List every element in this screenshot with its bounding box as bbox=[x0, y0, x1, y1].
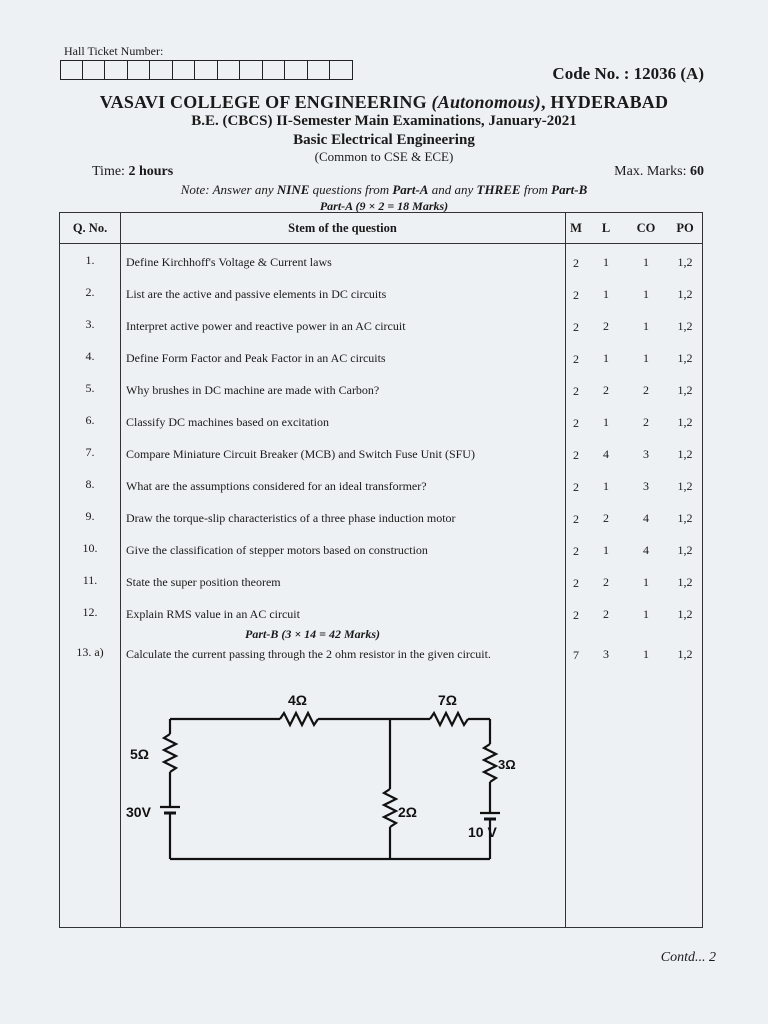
question-number: 11. bbox=[82, 573, 98, 587]
college-autonomous: (Autonomous) bbox=[431, 92, 541, 112]
note-mid3: from bbox=[520, 182, 552, 197]
time-label: Time: bbox=[92, 164, 129, 179]
header-stem: Stem of the question bbox=[288, 221, 397, 235]
question-stem: List are the active and passive elements in DC circuits bbox=[126, 287, 387, 301]
level-value: 1 bbox=[603, 287, 609, 301]
question-number: 6. bbox=[85, 413, 95, 427]
hall-ticket-box[interactable] bbox=[285, 60, 308, 80]
question-number: 4. bbox=[85, 349, 95, 363]
level-value: 2 bbox=[603, 575, 609, 589]
question-row bbox=[60, 349, 702, 381]
co-value: 4 bbox=[643, 543, 649, 557]
marks-value: 2 bbox=[573, 256, 579, 270]
header-co: CO bbox=[636, 221, 656, 235]
question-number: 13. a) bbox=[76, 645, 104, 659]
question-row bbox=[60, 605, 702, 637]
college-name bbox=[0, 92, 768, 113]
exam-title: B.E. (CBCS) II-Semester Main Examinations, January-2021 bbox=[191, 113, 577, 129]
circuit-diagram bbox=[126, 689, 516, 869]
po-value: 1,2 bbox=[677, 511, 693, 525]
max-marks-label: Max. Marks: bbox=[614, 164, 690, 179]
note-prefix: Note: Answer any bbox=[180, 182, 277, 197]
max-marks bbox=[614, 164, 704, 180]
level-value: 1 bbox=[603, 543, 609, 557]
po-value: 1,2 bbox=[677, 351, 693, 365]
marks-value: 2 bbox=[573, 448, 579, 462]
label-3-ohm: 3Ω bbox=[498, 757, 516, 772]
co-value: 2 bbox=[643, 415, 649, 429]
note-mid2: and any bbox=[428, 182, 477, 197]
header-m: M bbox=[570, 221, 582, 235]
max-marks-value: 60 bbox=[690, 164, 704, 179]
hall-ticket-box[interactable] bbox=[83, 60, 106, 80]
question-number: 8. bbox=[85, 477, 95, 491]
college-city: , HYDERABAD bbox=[540, 92, 669, 112]
question-number: 1. bbox=[85, 253, 95, 267]
resistor-2-ohm bbox=[384, 789, 396, 827]
level-value: 1 bbox=[603, 255, 609, 269]
level-value: 3 bbox=[603, 647, 609, 661]
resistor-7-ohm bbox=[430, 713, 468, 725]
marks-value: 2 bbox=[573, 320, 579, 334]
note-three: THREE bbox=[476, 182, 521, 197]
marks-value: 2 bbox=[573, 544, 579, 558]
hall-ticket-box[interactable] bbox=[330, 60, 353, 80]
question-row bbox=[60, 317, 702, 349]
question-stem: What are the assumptions considered for an ideal transformer? bbox=[126, 479, 427, 493]
co-value: 3 bbox=[643, 447, 649, 461]
marks-value: 2 bbox=[573, 288, 579, 302]
time-value: 2 hours bbox=[128, 164, 174, 179]
part-b-title: Part-B (3 × 14 = 42 Marks) bbox=[244, 627, 380, 641]
co-value: 1 bbox=[643, 287, 649, 301]
level-value: 2 bbox=[603, 319, 609, 333]
hall-ticket-box[interactable] bbox=[195, 60, 218, 80]
label-4-ohm: 4Ω bbox=[288, 692, 308, 708]
level-value: 4 bbox=[603, 447, 609, 461]
hall-ticket-box[interactable] bbox=[105, 60, 128, 80]
question-number: 3. bbox=[85, 317, 95, 331]
question-row-13a bbox=[60, 645, 702, 677]
co-value: 1 bbox=[643, 255, 649, 269]
note-part-a: Part-A bbox=[392, 182, 429, 197]
question-stem: Calculate the current passing through the 2 ohm resistor in the given circuit. bbox=[126, 647, 491, 661]
resistor-4-ohm bbox=[280, 713, 318, 725]
question-number: 12. bbox=[82, 605, 98, 619]
question-row bbox=[60, 573, 702, 605]
question-stem: State the super position theorem bbox=[126, 575, 281, 589]
note-mid: questions from bbox=[309, 182, 393, 197]
header-qno: Q. No. bbox=[72, 221, 108, 235]
common-to: (Common to CSE & ECE) bbox=[314, 149, 454, 164]
co-value: 1 bbox=[643, 319, 649, 333]
header-l: L bbox=[601, 221, 611, 235]
co-value: 4 bbox=[643, 511, 649, 525]
time-allowed bbox=[92, 164, 173, 180]
question-stem: Draw the torque-slip characteristics of a three phase induction motor bbox=[126, 511, 456, 525]
po-value: 1,2 bbox=[677, 415, 693, 429]
subject-title: Basic Electrical Engineering bbox=[293, 132, 475, 148]
question-row bbox=[60, 509, 702, 541]
continued-note: Contd... 2 bbox=[660, 950, 716, 965]
po-value: 1,2 bbox=[677, 319, 693, 333]
co-value: 1 bbox=[643, 351, 649, 365]
instructions-note bbox=[0, 182, 768, 198]
header-po: PO bbox=[676, 221, 694, 235]
question-stem: Give the classification of stepper motors based on construction bbox=[126, 543, 428, 557]
resistor-3-ohm bbox=[484, 744, 496, 782]
po-value: 1,2 bbox=[677, 479, 693, 493]
question-stem: Compare Miniature Circuit Breaker (MCB) and Switch Fuse Unit (SFU) bbox=[126, 447, 475, 461]
hall-ticket-box[interactable] bbox=[218, 60, 241, 80]
hall-ticket-box[interactable] bbox=[60, 60, 83, 80]
part-a-title: Part-A (9 × 2 = 18 Marks) bbox=[319, 199, 449, 213]
label-2-ohm: 2Ω bbox=[398, 804, 418, 820]
po-value: 1,2 bbox=[677, 607, 693, 621]
question-row bbox=[60, 285, 702, 317]
question-stem: Explain RMS value in an AC circuit bbox=[126, 607, 300, 621]
header-divider bbox=[60, 243, 702, 244]
marks-value: 2 bbox=[573, 480, 579, 494]
question-number: 2. bbox=[85, 285, 95, 299]
question-stem: Why brushes in DC machine are made with Carbon? bbox=[126, 383, 380, 397]
level-value: 1 bbox=[603, 351, 609, 365]
po-value: 1,2 bbox=[677, 647, 693, 661]
label-10v: 10 V bbox=[468, 824, 497, 840]
hall-ticket-box[interactable] bbox=[263, 60, 286, 80]
marks-value: 2 bbox=[573, 608, 579, 622]
po-value: 1,2 bbox=[677, 543, 693, 557]
level-value: 2 bbox=[603, 383, 609, 397]
hall-ticket-label: Hall Ticket Number: bbox=[64, 44, 164, 58]
hall-ticket-box[interactable] bbox=[173, 60, 196, 80]
co-value: 2 bbox=[643, 383, 649, 397]
code-number: Code No. : 12036 (A) bbox=[552, 64, 704, 83]
question-row bbox=[60, 413, 702, 445]
co-value: 1 bbox=[643, 575, 649, 589]
level-value: 1 bbox=[603, 415, 609, 429]
question-stem: Define Kirchhoff's Voltage & Current laws bbox=[126, 255, 332, 269]
question-row bbox=[60, 477, 702, 509]
hall-ticket-box[interactable] bbox=[150, 60, 173, 80]
level-value: 1 bbox=[603, 479, 609, 493]
marks-value: 2 bbox=[573, 576, 579, 590]
question-number: 7. bbox=[85, 445, 95, 459]
label-30v: 30V bbox=[126, 804, 151, 820]
question-row bbox=[60, 253, 702, 285]
college-name-text: VASAVI COLLEGE OF ENGINEERING bbox=[99, 92, 427, 112]
question-stem: Classify DC machines based on excitation bbox=[126, 415, 329, 429]
question-table bbox=[59, 212, 703, 928]
hall-ticket-box[interactable] bbox=[308, 60, 331, 80]
co-value: 1 bbox=[643, 647, 649, 661]
hall-ticket-box[interactable] bbox=[240, 60, 263, 80]
question-row bbox=[60, 381, 702, 413]
marks-value: 2 bbox=[573, 384, 579, 398]
po-value: 1,2 bbox=[677, 575, 693, 589]
po-value: 1,2 bbox=[677, 255, 693, 269]
resistor-5-ohm bbox=[164, 734, 176, 772]
marks-value: 2 bbox=[573, 352, 579, 366]
question-number: 5. bbox=[85, 381, 95, 395]
po-value: 1,2 bbox=[677, 287, 693, 301]
hall-ticket-box[interactable] bbox=[128, 60, 151, 80]
level-value: 2 bbox=[603, 511, 609, 525]
question-row bbox=[60, 541, 702, 573]
hall-ticket-boxes bbox=[60, 60, 353, 80]
marks-value: 2 bbox=[573, 512, 579, 526]
marks-value: 2 bbox=[573, 416, 579, 430]
note-part-b: Part-B bbox=[551, 182, 588, 197]
po-value: 1,2 bbox=[677, 383, 693, 397]
question-number: 9. bbox=[85, 509, 95, 523]
question-stem: Define Form Factor and Peak Factor in an AC circuits bbox=[126, 351, 386, 365]
note-nine: NINE bbox=[276, 182, 310, 197]
co-value: 3 bbox=[643, 479, 649, 493]
po-value: 1,2 bbox=[677, 447, 693, 461]
marks-value: 7 bbox=[573, 648, 579, 662]
level-value: 2 bbox=[603, 607, 609, 621]
question-stem: Interpret active power and reactive power in an AC circuit bbox=[126, 319, 406, 333]
question-row bbox=[60, 445, 702, 477]
label-7-ohm: 7Ω bbox=[438, 692, 458, 708]
question-number: 10. bbox=[82, 541, 98, 555]
co-value: 1 bbox=[643, 607, 649, 621]
label-5-ohm: 5Ω bbox=[130, 746, 150, 762]
